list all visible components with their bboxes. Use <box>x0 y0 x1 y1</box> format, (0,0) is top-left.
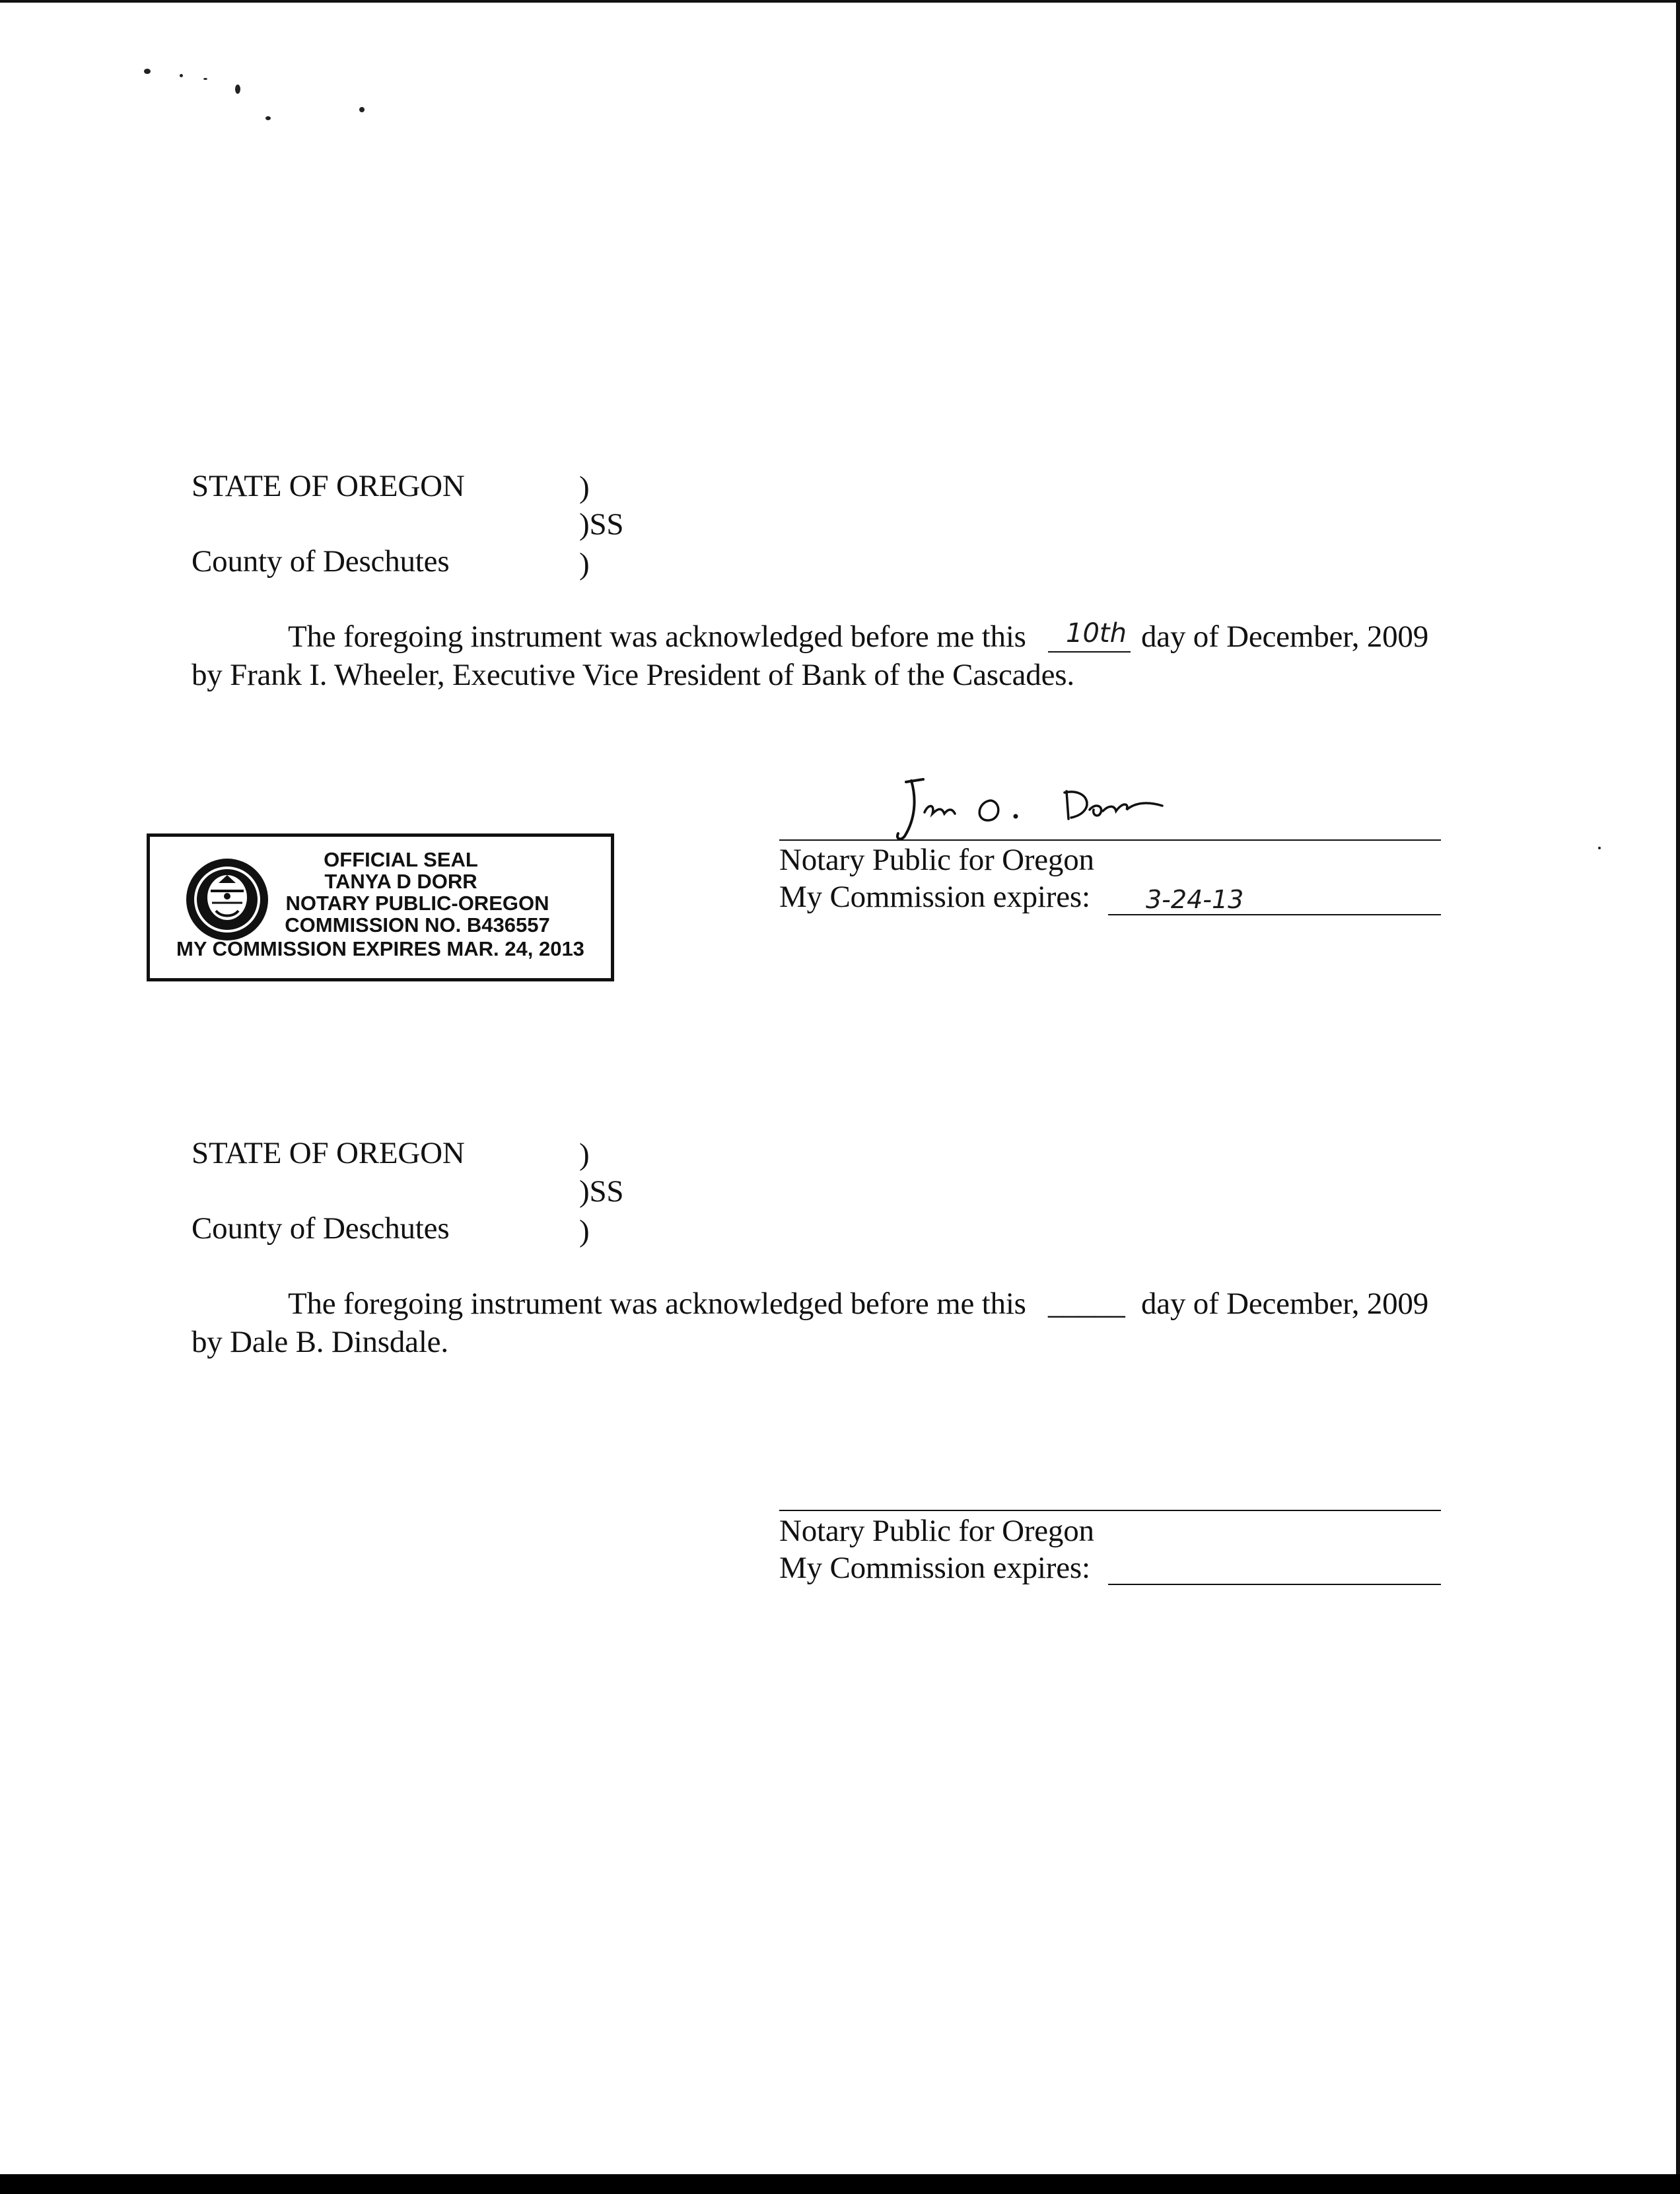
notary-public-label: Notary Public for Oregon <box>779 843 1094 877</box>
scan-edge-bottom <box>0 2174 1680 2194</box>
scan-speck <box>180 74 183 77</box>
oregon-state-seal-icon <box>184 857 270 942</box>
commission-date-line <box>1108 1584 1441 1585</box>
state-heading: STATE OF OREGON <box>192 1136 465 1170</box>
county-label: County of Deschutes <box>192 544 450 579</box>
commission-expires-label: My Commission expires: <box>779 1551 1090 1585</box>
ss-marker: )SS <box>579 1174 624 1209</box>
official-seal-stamp <box>147 833 614 981</box>
scan-edge-top <box>0 0 1680 3</box>
notary-public-label: Notary Public for Oregon <box>779 1514 1094 1548</box>
seal-commission-number: COMMISSION NO. B436557 <box>285 913 550 937</box>
county-label: County of Deschutes <box>192 1211 450 1246</box>
venue-paren: ) <box>579 547 590 581</box>
ack-text-after: day of December, 2009 <box>1141 1287 1429 1321</box>
acknowledgment-line-1 <box>288 618 1026 655</box>
handwritten-day: 10th <box>1066 618 1127 649</box>
seal-notary-name: TANYA D DORR <box>324 870 477 893</box>
ss-marker: )SS <box>579 507 624 542</box>
notary-signature <box>892 773 1195 845</box>
commission-expires-label: My Commission expires: <box>779 880 1090 914</box>
day-blank: _____ <box>1048 1287 1125 1321</box>
scan-speck <box>203 78 207 80</box>
handwritten-commission-date: 3-24-13 <box>1146 885 1244 914</box>
ack-text-before: The foregoing instrument was acknowledged before me this <box>288 619 1026 654</box>
scan-speck <box>235 85 240 94</box>
venue-paren: ) <box>579 470 590 505</box>
scan-speck <box>265 116 271 120</box>
ack-text-after: day of December, 2009 <box>1141 619 1429 654</box>
scan-edge-right <box>1676 0 1680 2194</box>
venue-paren: ) <box>579 1137 590 1172</box>
acknowledgment-line-2: by Frank I. Wheeler, Executive Vice President of Bank of the Cascades. <box>192 658 1074 692</box>
day-blank-line <box>1048 651 1131 653</box>
commission-date-line <box>1108 914 1441 915</box>
signature-line <box>779 1510 1441 1511</box>
scan-speck <box>359 107 365 112</box>
ack-text-before: The foregoing instrument was acknowledged before me this <box>288 1287 1026 1321</box>
state-heading: STATE OF OREGON <box>192 469 465 503</box>
scan-speck <box>1598 847 1601 849</box>
signature-line <box>779 839 1441 841</box>
acknowledgment-line-2: by Dale B. Dinsdale. <box>192 1325 448 1359</box>
venue-paren: ) <box>579 1214 590 1248</box>
seal-title: OFFICIAL SEAL <box>324 848 478 871</box>
scan-speck <box>144 69 151 74</box>
seal-commission-expires: MY COMMISSION EXPIRES MAR. 24, 2013 <box>176 937 584 960</box>
seal-notary-public: NOTARY PUBLIC-OREGON <box>285 892 549 915</box>
